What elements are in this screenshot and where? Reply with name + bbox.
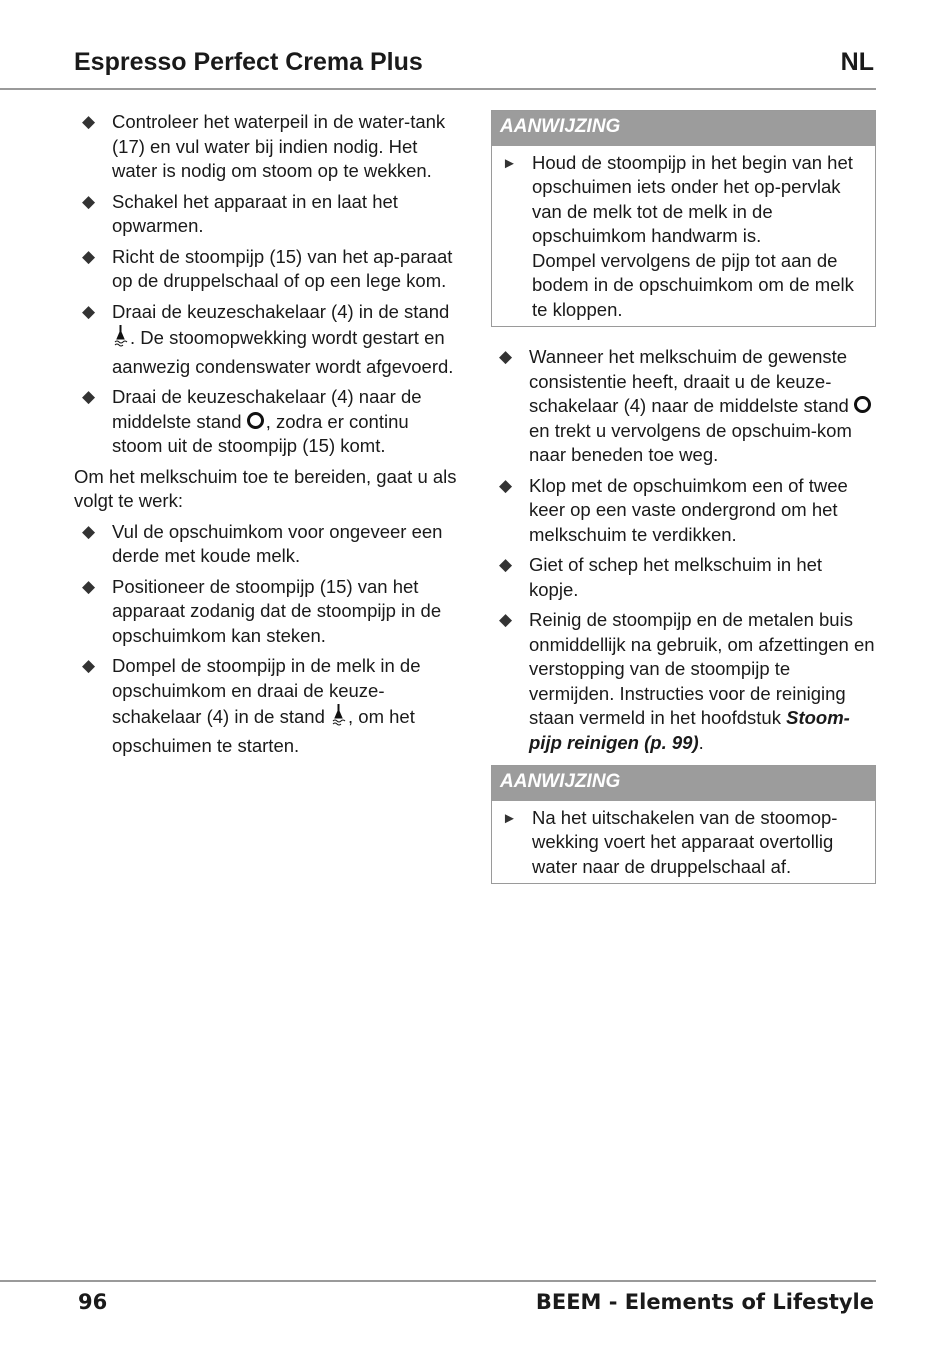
- diamond-bullet-icon: ◆: [499, 610, 513, 629]
- diamond-bullet-icon: ◆: [82, 656, 96, 675]
- diamond-bullet-icon: ◆: [499, 555, 513, 574]
- diamond-bullet-icon: ◆: [82, 246, 96, 266]
- triangle-arrow-icon: ►: [502, 809, 517, 827]
- list-item-text: , zodra er continu stoom uit de stoompijp (15) komt.: [112, 410, 409, 456]
- note-body: [492, 801, 875, 884]
- list-item-text: Draai de keuzeschakelaar (4) naar de middelste stand: [112, 386, 422, 432]
- page-number: 96: [78, 1290, 108, 1314]
- steam-wand-icon: [112, 324, 130, 355]
- language-code: NL: [840, 48, 874, 76]
- note-text: Dompel vervolgens de pijp tot aan de bodem in de opschuimkom om de melk te kloppen.: [532, 249, 854, 320]
- diamond-bullet-icon: ◆: [82, 191, 96, 211]
- list-item-text: Vul de opschuimkom voor ongeveer een derde met koude melk.: [112, 520, 443, 566]
- list-item-text: Schakel het apparaat in en laat het opwarmen.: [112, 190, 398, 236]
- list-item: [491, 474, 876, 548]
- list-item-text: Dompel de stoompijp in de melk in de opschuimkom en draai de keuze-schakelaar (4) in de stand: [112, 655, 421, 727]
- list-item-text: Klop met de opschuimkom een of twee keer op een vaste ondergrond om het melkschuim te verdikken.: [529, 474, 848, 545]
- left-column: [74, 110, 460, 764]
- ring-position-icon: [854, 396, 871, 413]
- list-item-text: en trekt u vervolgens de opschuim-kom naar beneden toe weg.: [529, 419, 852, 465]
- note-heading: AANWIJZING: [492, 111, 875, 146]
- intro-paragraph: Om het melkschuim toe te bereiden, gaat u als volgt te werk:: [74, 465, 457, 511]
- note-box: [491, 765, 876, 884]
- list-item-text: Wanneer het melkschuim de gewenste consistentie heeft, draait u de keuze-schakelaar (4) naar de middelste stand: [529, 346, 854, 416]
- note-text: Na het uitschakelen van de stoomop-wekking voert het apparaat overtollig water naar de druppelschaal af.: [532, 806, 838, 877]
- list-item: [74, 520, 460, 569]
- list-item: [74, 575, 460, 649]
- diamond-bullet-icon: ◆: [82, 576, 96, 596]
- list-item-text: Draai de keuzeschakelaar (4) in de stand: [112, 300, 450, 322]
- list-item-text: . De stoomopwekking wordt gestart en aanwezig condenswater wordt afgevoerd.: [112, 327, 454, 377]
- diamond-bullet-icon: ◆: [82, 301, 96, 321]
- list-item-text: Richt de stoompijp (15) van het ap-paraat op de druppelschaal of op een lege kom.: [112, 245, 453, 291]
- right-column: [491, 110, 876, 902]
- list-item-text: .: [698, 731, 704, 753]
- note-text: Houd de stoompijp in het begin van het opschuimen iets onder het op-pervlak van de melk tot de melk in de opschuimkom handwarm is.: [532, 151, 853, 246]
- list-item: [74, 190, 460, 239]
- document-title: Espresso Perfect Crema Plus: [74, 48, 423, 76]
- list-item: [491, 608, 876, 755]
- diamond-bullet-icon: ◆: [82, 521, 96, 541]
- list-item: [74, 385, 460, 459]
- page-header: [0, 0, 876, 90]
- list-item: [74, 245, 460, 294]
- diamond-bullet-icon: ◆: [82, 387, 96, 406]
- diamond-bullet-icon: ◆: [82, 112, 96, 131]
- list-item-text: Giet of schep het melkschuim in het kopje.: [529, 554, 823, 600]
- page-footer: [0, 1280, 876, 1314]
- diamond-bullet-icon: ◆: [499, 347, 513, 366]
- list-item: [74, 110, 460, 184]
- brand-name: BEEM - Elements of Lifestyle: [535, 1290, 874, 1314]
- note-body: [492, 146, 875, 327]
- list-item-text: Controleer het waterpeil in de water-tank (17) en vul water bij indien nodig. Het water is nodig om stoom op te wekken.: [112, 111, 446, 181]
- steam-wand-icon: [330, 703, 348, 734]
- list-item: [74, 300, 460, 380]
- note-heading: AANWIJZING: [492, 766, 875, 801]
- chapter-reference: Stoom-pijp reinigen (p. 99): [529, 707, 850, 753]
- list-item-text: Reinig de stoompijp en de metalen buis onmiddellijk na gebruik, om afzettingen en verstopping van de stoompijp te vermijden. Instructies voor de reiniging staan vermeld in het hoofdstuk: [529, 609, 875, 728]
- triangle-arrow-icon: ►: [502, 154, 517, 172]
- list-item: [491, 345, 876, 468]
- ring-position-icon: [247, 412, 264, 429]
- diamond-bullet-icon: ◆: [499, 475, 513, 495]
- note-box: [491, 110, 876, 327]
- list-item-text: , om het opschuimen te starten.: [112, 706, 415, 756]
- list-item: [74, 654, 460, 758]
- list-item-text: Positioneer de stoompijp (15) van het apparaat zodanig dat de stoompijp in de opschuimkom kan steken.: [112, 575, 442, 646]
- list-item: [491, 553, 876, 602]
